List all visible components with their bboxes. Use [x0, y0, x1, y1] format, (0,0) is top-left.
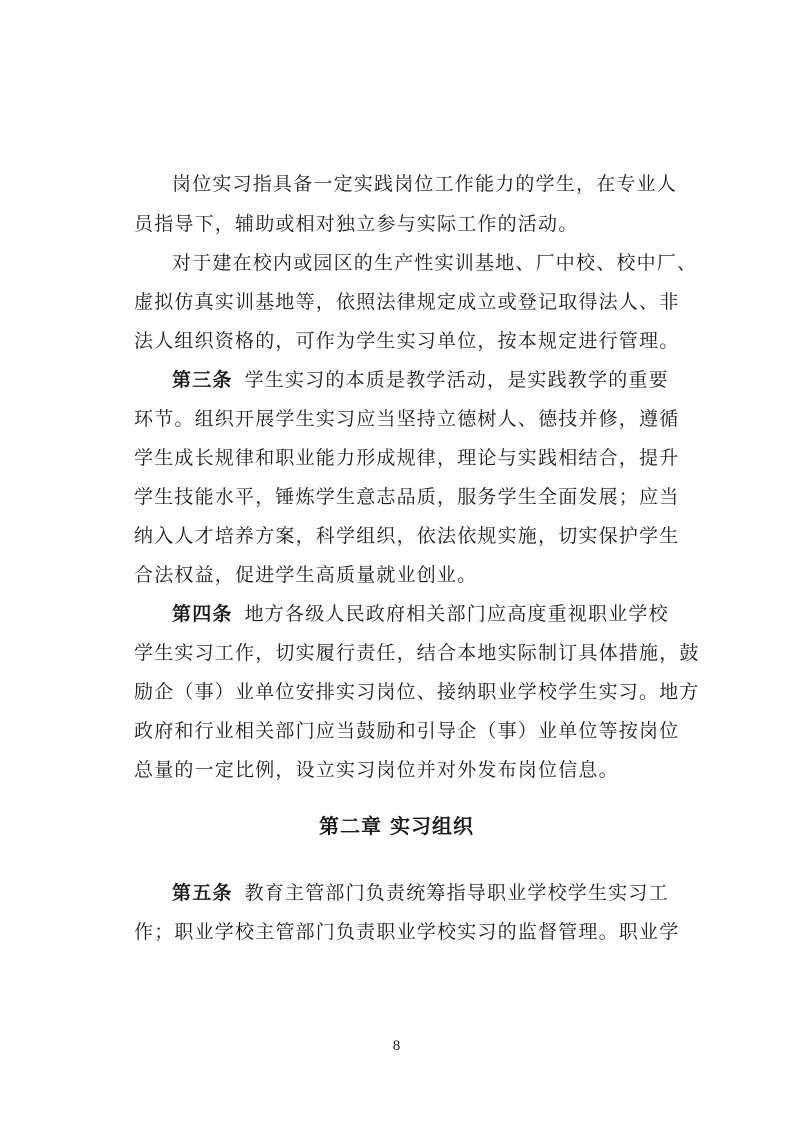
chapter-heading: 第二章 实习组织 [319, 814, 474, 838]
paragraph-line: 纳入人才培养方案，科学组织，依法依规实施，切实保护学生 [134, 525, 680, 547]
paragraph-line: 作；职业学校主管部门负责职业学校实习的监督管理。职业学 [134, 921, 680, 943]
article-label: 第四条 [172, 603, 233, 625]
paragraph-line: 总量的一定比例，设立实习岗位并对外发布岗位信息。 [134, 759, 619, 781]
paragraph-line: 员指导下，辅助或相对独立参与实际工作的活动。 [134, 213, 579, 235]
paragraph-line: 岗位实习指具备一定实践岗位工作能力的学生，在专业人 [172, 173, 678, 195]
paragraph-line: 学生实习工作，切实履行责任，结合本地实际制订具体措施，鼓 [134, 642, 700, 664]
paragraph-line: 学生成长规律和职业能力形成规律，理论与实践相结合，提升 [134, 447, 680, 469]
paragraph-line: 政府和行业相关部门应当鼓励和引导企（事）业单位等按岗位 [134, 720, 680, 742]
page-number: 8 [392, 1038, 401, 1054]
paragraph-line: 环节。组织开展学生实习应当坚持立德树人、德技并修，遵循 [134, 408, 680, 430]
article-line: 第三条 学生实习的本质是教学活动，是实践教学的重要 [172, 369, 669, 391]
article-label: 第三条 [172, 369, 233, 391]
article-line: 第五条 教育主管部门负责统筹指导职业学校学生实习工 [172, 882, 669, 904]
article-line: 第四条 地方各级人民政府相关部门应高度重视职业学校 [172, 603, 669, 625]
paragraph-line: 虚拟仿真实训基地等，依照法律规定成立或登记取得法人、非 [134, 291, 680, 313]
article-label: 第五条 [172, 882, 233, 904]
paragraph-line: 励企（事）业单位安排实习岗位、接纳职业学校学生实习。地方 [134, 681, 700, 703]
paragraph-line: 学生技能水平，锤炼学生意志品质，服务学生全面发展；应当 [134, 486, 680, 508]
paragraph-line: 法人组织资格的，可作为学生实习单位，按本规定进行管理。 [134, 330, 680, 352]
paragraph-line: 合法权益，促进学生高质量就业创业。 [134, 564, 478, 586]
paragraph-line: 对于建在校内或园区的生产性实训基地、厂中校、校中厂、 [172, 252, 698, 274]
